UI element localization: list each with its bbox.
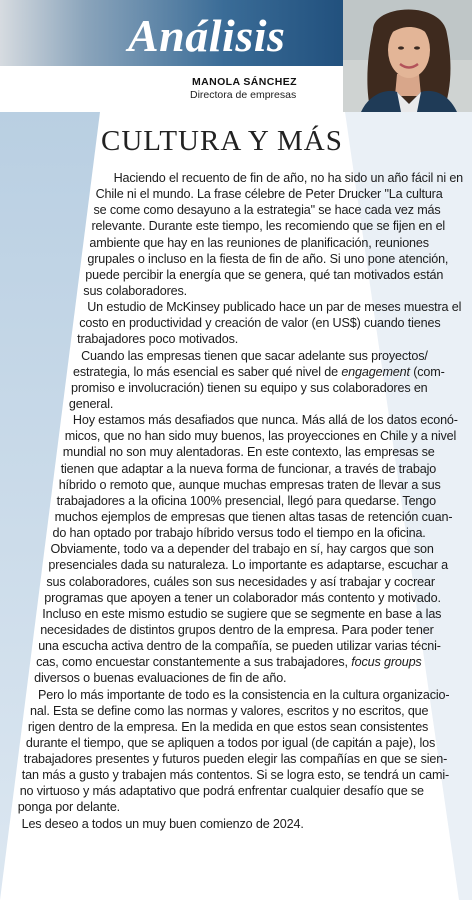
body-text-run: Incluso en este mismo estudio se sugiere que se segmente en base a las: [42, 606, 442, 621]
body-line: [55, 509, 466, 525]
body-line: [51, 541, 467, 557]
body-line: [36, 654, 466, 670]
body-line: [92, 218, 467, 234]
author-name: MANOLA SÁNCHEZ: [192, 76, 297, 88]
body-text-run: grupales o incluso en la fiesta de fin de año. Si uno pone atención,: [87, 251, 449, 266]
body-text-run: no virtuoso y más adaptativo que podrá enfrentar cualquier desafío que se: [19, 784, 424, 799]
body-line: [26, 735, 466, 751]
body-line: [18, 799, 466, 815]
body-text-run: Pero lo más importante de todo es la consistencia en la cultura organizacio-: [38, 687, 450, 702]
body-text-run: trabajadores a la oficina 100% presencial, llegó para quedarse. Tengo: [56, 493, 436, 508]
body-line: [48, 557, 466, 573]
body-line: [28, 719, 466, 735]
body-line: [57, 493, 466, 509]
body-text-run: híbrido o remoto que, aunque muchas empresas traten de llevar a sus: [58, 477, 441, 492]
author-role: Directora de empresas: [190, 89, 297, 101]
body-text-run: ambiente que hay en las reuniones de planificación, reuniones: [89, 235, 429, 250]
article-title: CULTURA Y MÁS: [101, 125, 343, 157]
body-text-run: Un estudio de McKinsey publicado hace un par de meses muestra el: [87, 300, 462, 315]
body-text-run: promiso e involucración) tienen su equipo y sus colaboradores en: [71, 380, 428, 395]
body-text-run: Chile ni el mundo. La frase célebre de Peter Drucker "La cultura: [95, 187, 443, 202]
body-text-run: micos, que no han sido muy buenos, las proyecciones en Chile y a nivel: [64, 429, 457, 444]
body-text-run: ponga por delante.: [17, 800, 121, 815]
body-text-run: relevante. Durante este tiempo, les recomiendo que se fijen en el: [91, 219, 446, 234]
body-text-run: (com-: [409, 364, 445, 379]
body-line: [46, 574, 466, 590]
body-text-run: sus colaboradores.: [83, 283, 188, 298]
author-portrait-icon: [343, 0, 472, 112]
body-line: [40, 622, 466, 638]
body-line: [61, 461, 466, 477]
body-line: [38, 638, 466, 654]
body-emphasis: focus groups: [351, 655, 422, 670]
body-text-run: Obviamente, todo va a depender del trabajo en sí, hay cargos que son: [50, 542, 434, 557]
body-text-run: presenciales dada su naturaleza. Lo importante es adaptarse, escuchar a: [48, 558, 448, 573]
body-text-run: puede percibir la energía que se genera, qué tan motivados están: [85, 267, 444, 282]
body-line: [20, 783, 466, 799]
body-line: [96, 186, 466, 202]
body-text-run: Haciendo el recuento de fin de año, no ha sido un año fácil ni en: [113, 171, 464, 185]
body-text-run: cas, como encuestar constantemente a sus trabajadores,: [36, 655, 352, 670]
body-text-run: nal. Esta se define como las normas y valores, escritos y no escritos, que: [30, 703, 429, 718]
body-text-run: trabajadores presentes y futuros pueden elegir las compañías en que se sien-: [23, 752, 448, 767]
body-emphasis: engagement: [341, 364, 410, 379]
author-photo: [343, 0, 472, 112]
body-line: [89, 235, 466, 251]
body-line: [65, 428, 466, 444]
body-text-run: tienen que adaptar a la nueva forma de funcionar, a través de trabajo: [60, 461, 437, 476]
body-line: [42, 606, 466, 622]
body-line: [114, 170, 466, 186]
body-text-run: se come como desayuno a la estrategia" se hace cada vez más: [93, 203, 441, 218]
body-line: [63, 444, 466, 460]
body-line: [87, 299, 466, 315]
body-line: [87, 251, 466, 267]
body-line: [38, 687, 466, 703]
body-text-run: trabajadores poco motivados.: [77, 332, 239, 347]
body-line: [53, 525, 467, 541]
body-text-run: programas que apoyen a tener un colaborador más contento y motivado.: [44, 590, 441, 605]
body-text-run: sus colaboradores, cuáles son sus necesidades y así trabajar y cocrear: [46, 574, 435, 589]
body-line: [71, 380, 466, 396]
body-line: [69, 396, 466, 412]
body-line: [77, 331, 466, 347]
body-text-run: necesidades de distintos grupos dentro de la empresa. Para poder tener: [40, 622, 434, 637]
section-title: Análisis: [128, 10, 286, 61]
body-line: [73, 364, 466, 380]
body-text-run: una escucha activa dentro de la compañía, se pueden utilizar varias técni-: [38, 639, 441, 654]
body-text-run: muchos ejemplos de empresas que tienen altas tasas de retención cuan-: [54, 509, 453, 524]
body-line: [73, 412, 466, 428]
body-line: [34, 670, 466, 686]
body-line: [79, 315, 466, 331]
body-line: [44, 590, 466, 606]
body-line: [81, 348, 466, 364]
body-text-run: Les deseo a todos un muy buen comienzo de 2024.: [21, 816, 304, 831]
body-text-run: do han optado por trabajo híbrido versus todo el tiempo en la oficina.: [52, 526, 426, 541]
body-line: [94, 202, 467, 218]
body-line: [22, 816, 466, 832]
body-text-run: durante el tiempo, que se apliquen a todos por igual (de capitán a paje), los: [25, 735, 436, 750]
body-line: [24, 751, 466, 767]
body-line: [30, 703, 466, 719]
body-text-run: rigen dentro de la empresa. En la medida en que estos sean consistentes: [27, 719, 429, 734]
body-text-run: Hoy estamos más desafiados que nunca. Más allá de los datos econó-: [72, 413, 458, 428]
body-text-run: diversos o buenas evaluaciones de fin de año.: [34, 671, 287, 686]
body-line: [85, 267, 466, 283]
body-text-run: general.: [68, 396, 114, 411]
body-text-run: mundial no son muy alentadoras. En este contexto, las empresas se: [62, 445, 435, 460]
body-text-run: Cuando las empresas tienen que sacar adelante sus proyectos/: [81, 348, 428, 363]
body-line: [59, 477, 466, 493]
body-text-run: estrategia, lo más esencial es saber qué nivel de: [73, 364, 342, 379]
body-line: [22, 767, 466, 783]
body-line: [83, 283, 466, 299]
body-text-run: costo en productividad y creación de valor (en US$) cuando tienes: [79, 316, 441, 331]
body-text-run: tan más a gusto y trabajen más contentos. Si se logra esto, se tendrá un cami-: [21, 768, 450, 783]
article-body: [0, 170, 466, 832]
